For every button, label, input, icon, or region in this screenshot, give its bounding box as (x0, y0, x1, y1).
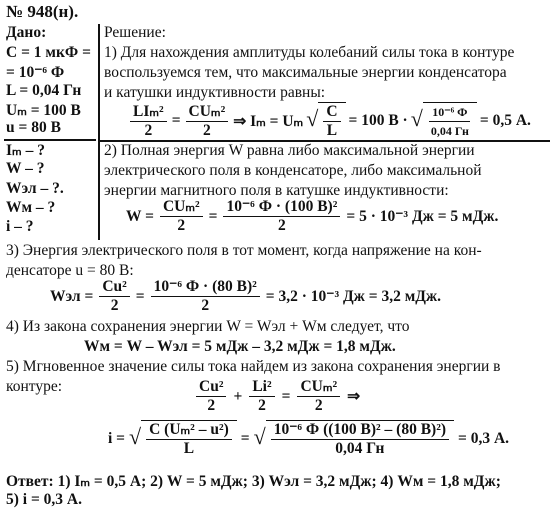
text-line: энергии магнитного поля в катушке индуктивности: (104, 182, 449, 199)
unknown-line: Iₘ – ? (6, 142, 45, 159)
given-divider (98, 24, 100, 240)
formula-text: = (240, 430, 250, 447)
formula-result: = 5 · 10⁻³ Дж = 5 мДж. (346, 208, 499, 225)
text-line: 1) Для нахождения амплитуды колебаний силы тока в контуре (104, 44, 515, 61)
formula-electric-energy: Wэл = $\frac{\text{Cu²}}{2}$ = $\frac{\text{10⁻⁶ Ф · (80 В)²}}{2}$ = 3,2 · 10⁻³ Дж = 3,2 мДж. (50, 278, 442, 314)
frac-num: LIₘ² (130, 103, 167, 122)
frac-den: 2 (177, 217, 186, 234)
solution-title: Решение: (104, 24, 166, 41)
given-line: Uₘ = 100 В (6, 102, 81, 119)
frac-den: L (183, 440, 195, 457)
formula-text: = (281, 387, 291, 405)
formula-text: + (233, 387, 243, 405)
frac-num: CUₘ² (297, 378, 340, 397)
frac-den: 2 (258, 397, 266, 414)
formula-instant-current: i = √ $\frac{\text{C (Uₘ² – u²)}}{L}$ = √ $\frac{\text{10⁻⁶ Ф ((100 В)² – (80 В)²)}}{0,04 Гн}$ = 0,3 А. (108, 421, 510, 457)
formula-text: W = (126, 207, 154, 225)
text-line: контуре: (6, 378, 63, 395)
frac-num: Cu² (196, 378, 226, 397)
formula-result: = 3,2 · 10⁻³ Дж = 3,2 мДж. (265, 288, 442, 305)
text-line: 2) Полная энергия W равна либо максимальной энергии (104, 142, 475, 159)
frac-num: CUₘ² (186, 103, 229, 122)
frac-den: 2 (144, 121, 153, 139)
text-line: 5) Мгновенное значение силы тока найдем из закона сохранения энергии в (6, 358, 501, 375)
formula-result: = 0,3 А. (458, 430, 510, 447)
frac-num: 10⁻⁶ Ф · (80 В)² (151, 278, 260, 297)
text-line: электрического поля в конденсаторе, либо максимальной (104, 162, 482, 179)
unknown-line: Wм – ? (6, 199, 56, 216)
formula-text: Wэл = (50, 287, 94, 305)
frac-den: 2 (110, 297, 119, 314)
frac-num: C (Uₘ² – u²) (146, 421, 232, 440)
given-line: u = 80 В (6, 119, 61, 136)
frac-den: 0,04 Гн (430, 124, 469, 138)
text-line: воспользуемся тем, что максимальные энергии конденсатора (104, 64, 507, 81)
frac-den: L (326, 122, 338, 139)
formula-text: ⇒ (347, 388, 361, 405)
frac-den: 2 (203, 121, 211, 139)
text-line: 3) Энергия электрического поля в тот момент, когда напряжение на кон- (6, 242, 482, 259)
frac-num: 10⁻⁶ Ф ((100 В)² – (80 В)²) (271, 421, 449, 440)
text-line: и катушки индуктивности равны: (104, 84, 326, 101)
text-line: денсаторе u = 80 В: (6, 262, 134, 279)
problem-number: № 948(н). (6, 2, 79, 21)
formula-text: i = (108, 430, 126, 447)
frac-num: Li² (249, 378, 274, 397)
given-line: = 10⁻⁶ Ф (6, 64, 65, 81)
unknown-line: i – ? (6, 218, 34, 235)
frac-den: 2 (201, 297, 210, 314)
frac-num: Cu² (99, 278, 129, 297)
given-line: L = 0,04 Гн (6, 82, 82, 99)
text-line: Wм = W – Wэл = 5 мДж – 3,2 мДж = 1,8 мДж. (84, 338, 396, 355)
frac-num: CUₘ² (160, 198, 203, 217)
text-line: 4) Из закона сохранения энергии W = Wэл + Wм следует, что (6, 318, 410, 335)
formula-result: = 0,5 А. (479, 112, 531, 129)
unknown-line: W – ? (6, 160, 45, 177)
answer-line: Ответ: 1) Iₘ = 0,5 А; 2) W = 5 мДж; 3) Wэл = 3,2 мДж; 4) Wм = 1,8 мДж; (6, 473, 501, 490)
frac-den: 2 (207, 397, 216, 414)
frac-den: 2 (278, 217, 286, 234)
unknown-line: Wэл – ?. (6, 180, 64, 197)
answer-line: 5) i = 0,3 А. (6, 491, 82, 508)
frac-den: 0,04 Гн (335, 440, 385, 457)
frac-den: 2 (314, 397, 323, 414)
formula-total-energy: W = $\frac{\text{CUₘ²}}{2}$ = $\frac{\text{10⁻⁶ Ф · (100 В)²}}{2}$ = 5 · 10⁻³ Дж = 5 мДж. (126, 198, 499, 234)
formula-energy-conservation (194, 378, 360, 415)
given-line: C = 1 мкФ = (6, 44, 91, 61)
formula-current-amplitude: $\frac{\text{LIₘ²}}{2}$ = $\frac{\text{CUₘ²}}{2}$ ⇒ Iₘ = Uₘ √ $\frac{C}{L}$ = 100 В · √ $\frac{\text{10⁻⁶ Ф}}{0,04 Гн}$ = 0,5 А. (128, 102, 531, 140)
frac-num: C (323, 103, 340, 122)
frac-num: 10⁻⁶ Ф (429, 103, 470, 122)
frac-num: 10⁻⁶ Ф · (100 В)² (223, 198, 340, 217)
formula-text: = 100 В · (348, 112, 408, 129)
formula-text: ⇒ Iₘ = Uₘ (233, 112, 304, 130)
given-title: Дано: (6, 24, 47, 41)
